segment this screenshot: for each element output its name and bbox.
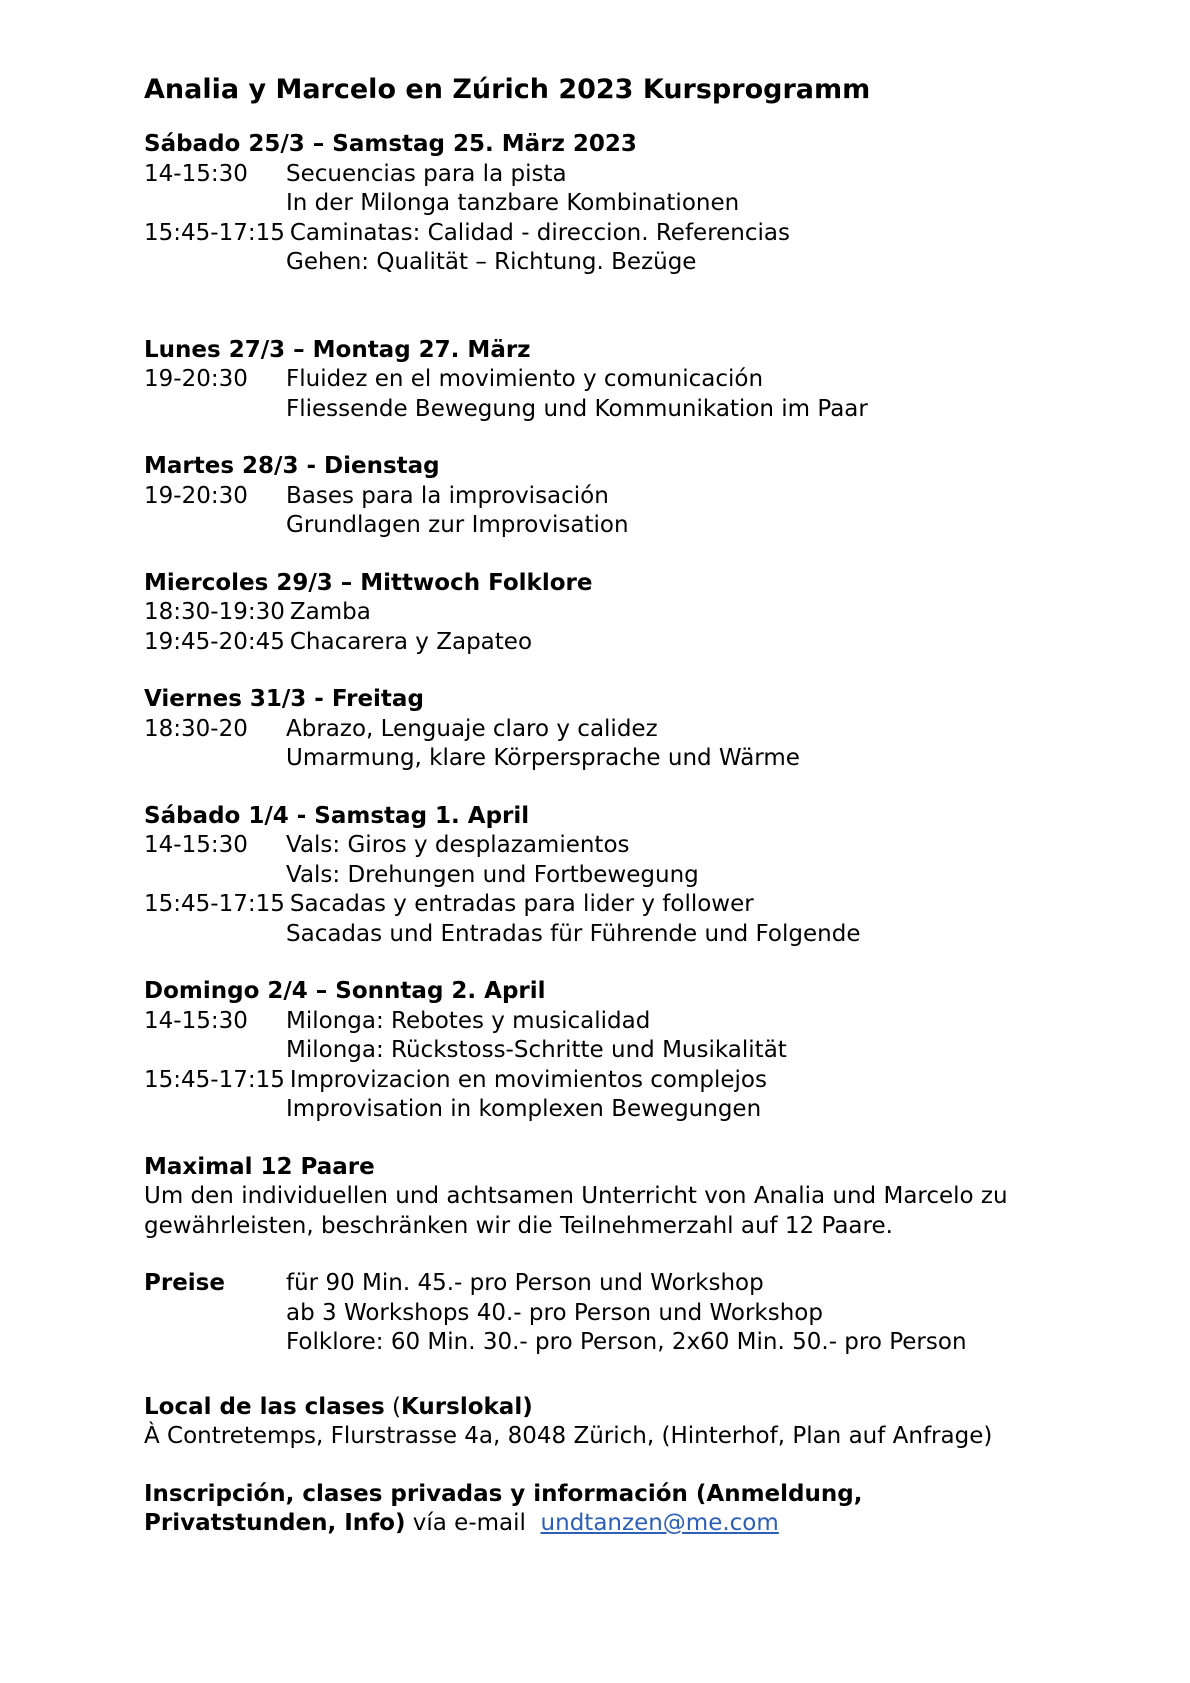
schedule-entry [144,831,1090,890]
day-section-sabado-1 [144,802,1090,950]
schedule-entry [144,482,1090,541]
entry-title-es: Caminatas: Calidad - direccion. Referencias [289,219,790,246]
entry-time: 15:45-17:15 [144,219,285,246]
registration-via-email: vía e-mail [405,1510,541,1536]
day-heading: Martes 28/3 - Dienstag [144,453,440,479]
entry-title-de: Improvisation in komplexen Bewegungen [286,1096,762,1122]
entry-time: 14-15:30 [144,1007,248,1034]
schedule-entry [144,890,1090,949]
schedule-entry [144,598,1090,628]
entry-time: 14-15:30 [144,832,248,858]
day-section-sabado-25 [144,130,1090,278]
entry-time: 15:45-17:15 [144,891,285,917]
day-heading: Lunes 27/3 – Montag 27. März [144,336,531,363]
day-heading: Viernes 31/3 - Freitag [144,686,424,712]
capacity-section [144,1153,1090,1242]
entry-title-de: Sacadas und Entradas für Führende und Folgende [286,920,861,947]
entry-time: 18:30-19:30 [144,599,285,625]
entry-title-es: Zamba [289,599,371,625]
schedule-entry [144,365,1090,424]
day-heading: Miercoles 29/3 – Mittwoch Folklore [144,569,593,596]
day-section-domingo-2 [144,977,1090,1125]
entry-time: 18:30-20 [144,715,248,742]
registration-line [144,1509,1090,1539]
registration-heading-cont: Privatstunden, Info) [144,1510,406,1536]
entry-title-es: Improvizacion en movimientos complejos [289,1066,767,1093]
entry-title-es: Vals: Giros y desplazamientos [286,832,630,858]
location-heading-paren: ( [384,1393,401,1420]
prices-label: Preise [144,1270,225,1296]
entry-title-es: Sacadas y entradas para lider y follower [289,891,754,917]
location-heading-es: Local de las clases [144,1393,385,1420]
page-title: Analia y Marcelo en Zúrich 2023 Kursprogramm [144,74,871,105]
day-heading: Sábado 25/3 – Samstag 25. März 2023 [144,131,637,157]
day-section-viernes-31 [144,685,1090,774]
entry-title-es: Secuencias para la pista [286,160,567,187]
prices-list [286,1269,967,1358]
day-section-martes-28 [144,452,1090,541]
entry-title-de: Vals: Drehungen und Fortbewegung [286,861,699,888]
location-section [144,1393,1090,1452]
entry-title-de: Umarmung, klare Körpersprache und Wärme [286,745,800,771]
entry-title-de: Grundlagen zur Improvisation [286,512,629,538]
capacity-text-line: Um den individuellen und achtsamen Unterricht von Analia und Marcelo zu [144,1183,1008,1209]
schedule-entry [144,715,1090,774]
entry-title-de: In der Milonga tanzbare Kombinationen [286,190,740,216]
price-line: ab 3 Workshops 40.- pro Person und Workshop [286,1299,823,1326]
entry-title-de: Gehen: Qualität – Richtung. Bezüge [286,249,697,275]
registration-section [144,1480,1090,1539]
entry-title-es: Bases para la improvisación [286,482,609,509]
entry-time: 19-20:30 [144,482,248,509]
capacity-heading: Maximal 12 Paare [144,1153,375,1180]
schedule-entry [144,628,1090,658]
prices-section [144,1269,1090,1358]
price-line: Folklore: 60 Min. 30.- pro Person, 2x60 Min. 50.- pro Person [286,1329,967,1355]
entry-time: 14-15:30 [144,160,248,187]
email-link[interactable]: undtanzen@me.com [540,1510,779,1536]
day-section-miercoles-29 [144,569,1090,658]
location-heading-de: Kurslokal) [401,1393,533,1420]
entry-time: 19:45-20:45 [144,628,285,655]
location-heading [144,1393,1090,1423]
entry-time: 19-20:30 [144,366,248,392]
schedule-entry [144,1007,1090,1066]
entry-time: 15:45-17:15 [144,1066,285,1093]
schedule-entry [144,160,1090,219]
day-heading: Domingo 2/4 – Sonntag 2. April [144,978,546,1004]
capacity-text-line: gewährleisten, beschränken wir die Teilnehmerzahl auf 12 Paare. [144,1212,893,1239]
entry-title-de: Fliessende Bewegung und Kommunikation im Paar [286,395,868,422]
location-address: À Contretemps, Flurstrasse 4a, 8048 Zürich, (Hinterhof, Plan auf Anfrage) [144,1423,993,1449]
schedule-entry [144,1066,1090,1125]
day-heading: Sábado 1/4 - Samstag 1. April [144,802,530,829]
entry-title-es: Chacarera y Zapateo [289,628,533,655]
entry-title-de: Milonga: Rückstoss-Schritte und Musikalität [286,1037,787,1063]
day-section-lunes-27 [144,336,1090,425]
price-line: für 90 Min. 45.- pro Person und Workshop [286,1270,764,1296]
entry-title-es: Abrazo, Lenguaje claro y calidez [286,715,658,742]
entry-title-es: Milonga: Rebotes y musicalidad [286,1007,651,1034]
schedule-entry [144,219,1090,278]
entry-title-es: Fluidez en el movimiento y comunicación [286,366,764,392]
registration-heading: Inscripción, clases privadas y información (Anmeldung, [144,1480,863,1507]
